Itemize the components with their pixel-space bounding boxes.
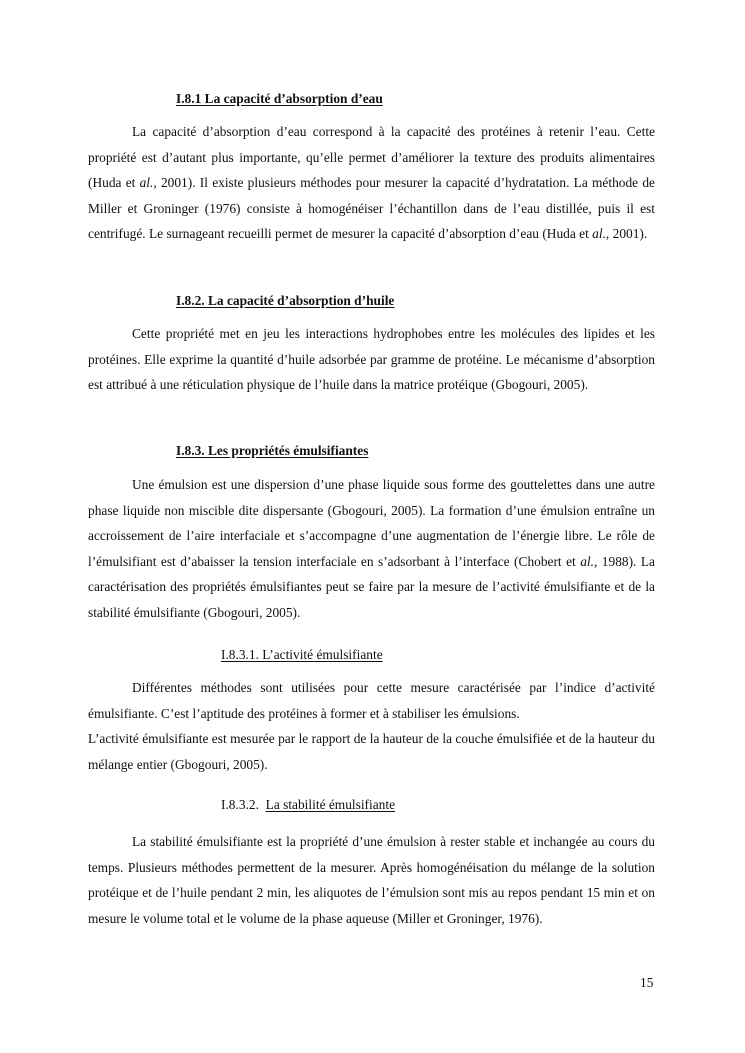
subsection-number-emulsion-stability: I.8.3.2. [221,797,259,812]
subsection-title-emulsifying-activity: I.8.3.1. L’activité émulsifiante [221,647,383,662]
page-number: 15 [640,975,654,990]
paragraph-oil-absorption: Cette propriété met en jeu les interactions hydrophobes entre les molécules des lipides et les protéines. Elle exprime la quantité d’huile adsorbée par gramme de protéine. Le mécanisme d’absorption est attribué à une réticulation physique de l’huile dans la matrice protéique (Gbogouri, 2005). [88,326,655,393]
section-heading-water-absorption: I.8.1 La capacité d’absorption d’eau [176,91,383,106]
section-heading-emulsifying-properties: I.8.3. Les propriétés émulsifiantes [176,443,369,458]
paragraph-emulsifying-properties: Une émulsion est une dispersion d’une phase liquide sous forme des gouttelettes dans une autre phase liquide non miscible dite dispersante (Gbogouri, 2005). La formation d’une émulsion entraîne un accroissement de l’aire interfaciale et s’accompagne d’une augmentation de l’énergie libre. Le rôle de l’émulsifiant est d’abaisser la tension interfaciale en s’adsorbant à l’interface (Chobert et al., 1988). La caractérisation des propriétés émulsifiantes peut se faire par la mesure de l’activité émulsifiante et de la stabilité émulsifiante (Gbogouri, 2005). [88,477,655,620]
subsection-heading-emulsion-stability [221,797,395,813]
subsection-heading-emulsifying-activity [221,647,383,663]
citation-italic: al. [139,175,154,191]
subsection-title-emulsion-stability: La stabilité émulsifiante [265,797,396,812]
citation-italic: al. [592,226,606,242]
section-heading-oil-absorption: I.8.2. La capacité d’absorption d’huile [176,293,395,308]
paragraph-emulsifying-activity: Différentes méthodes sont utilisées pour cette mesure caractérisée par l’indice d’activité émulsifiante. C’est l’aptitude des protéines à former et à stabiliser les émulsions. L’activité émulsifiante est mesurée par le rapport de la hauteur de la couche émulsifiée et de la hauteur du mélange entier (Gbogouri, 2005). [88,680,655,772]
paragraph-emulsion-stability: La stabilité émulsifiante est la propriété d’une émulsion à rester stable et inchangée au cours du temps. Plusieurs méthodes permettent de la mesurer. Après homogénéisation du mélange de la solution protéique et de l’huile pendant 2 min, les aliquotes de l’émulsion sont mis au repos pendant 15 min et on mesure le volume total et le volume de la phase aqueuse (Miller et Groninger, 1976). [88,834,655,926]
citation-italic: al. [580,553,594,569]
paragraph-water-absorption: La capacité d’absorption d’eau correspond à la capacité des protéines à retenir l’eau. Cette propriété est d’autant plus importante, qu’elle permet d’améliorer la texture des produits alimentaires (Huda et al., 2001). Il existe plusieurs méthodes pour mesurer la capacité d’hydratation. La méthode de Miller et Groninger (1976) consiste à homogénéiser l’échantillon dans de l’eau distillée, puis il est centrifugé. Le surnageant recueilli permet de mesurer la capacité d’absorption d’eau (Huda et al., 2001). [88,124,655,242]
